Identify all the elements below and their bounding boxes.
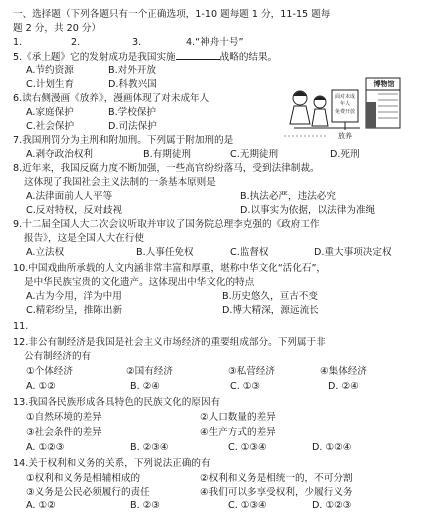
option: D.死刑	[330, 149, 360, 160]
question-13-stem: 13.我国各民族形成各具特色的民族文化的原因有	[13, 397, 221, 408]
option: A. ①②	[26, 381, 56, 392]
answer-1: 1.	[13, 37, 23, 48]
cartoon-sign: 博物馆	[373, 80, 395, 88]
answer-3: 3.	[132, 37, 142, 48]
item: ①个体经济	[26, 366, 73, 377]
option: D.司法保护	[108, 121, 157, 132]
item: ④生产方式的差异	[200, 427, 276, 438]
item: ④我们可以多享受权利，少履行义务	[200, 487, 353, 498]
option: B.人事任免权	[136, 247, 194, 258]
question-8-stem-line1: 8.近年来，我国反腐力度不断加强，一些高官纷纷落马，受到法律制裁。	[13, 163, 320, 174]
option: D. ①②③	[312, 500, 352, 511]
option: C.无期徒刑	[230, 149, 279, 160]
option: D. ②④	[328, 381, 359, 392]
option: C.监督权	[230, 247, 269, 258]
item: ③义务是公民必须履行的责任	[26, 487, 150, 498]
option: A.节约资源	[26, 65, 74, 76]
option: B. ②④	[130, 381, 160, 392]
option: D. ①②④	[312, 442, 352, 453]
cartoon-board-text1: 面对未成年人	[334, 94, 355, 107]
option: B.执法必严，违法必究	[240, 191, 336, 202]
item: ①权利和义务是相辅相成的	[26, 473, 141, 484]
item: ②权利和义务是相统一的，不可分割	[200, 473, 353, 484]
option: A.法律面前人人平等	[26, 191, 113, 202]
option: C. ①③④	[228, 500, 267, 511]
question-5-stem: 5.《承上题》它的发射成功是我国实施 战略的结果。	[13, 52, 278, 63]
question-6-stem: 6.读右侧漫画《放养》，漫画体现了对未成年人	[13, 93, 210, 104]
option: D.以事实为依据，以法律为准绳	[240, 205, 376, 216]
section-heading-line1: 一、选择题（下列各题只有一个正确选项，1-10 题每题 1 分，11-15 题每	[13, 9, 331, 20]
cartoon-caption: 放养	[338, 132, 352, 140]
option: C.反对特权，反对歧视	[26, 205, 123, 216]
option: B.对外开放	[108, 65, 157, 76]
question-14-stem: 14.关于权利和义务的关系，下列说法正确的有	[13, 458, 211, 469]
option: B.有期徒刑	[143, 149, 192, 160]
option: C.计划生育	[26, 79, 75, 90]
question-12-stem-line2: 公有制经济的有	[24, 351, 92, 362]
item: ②国有经济	[126, 366, 173, 377]
option: A. ①②	[26, 500, 56, 511]
option: B. ②③	[130, 500, 160, 511]
option: A.家庭保护	[26, 107, 74, 118]
item: ③社会条件的差异	[26, 427, 102, 438]
question-9-stem-line2: 报告》，这是全国人大在行使	[24, 233, 144, 244]
option: D.博大精深，源远流长	[222, 305, 319, 316]
answer-2: 2.	[71, 37, 81, 48]
question-10-stem-line2: 是中华民族宝贵的文化遗产。这体现出中华文化的特点	[24, 277, 255, 288]
option: A.古为今用，洋为中用	[26, 291, 122, 302]
answer-4: 4.“神舟十号”	[186, 37, 244, 48]
option: C.精彩纷呈，推陈出新	[26, 305, 123, 316]
section-heading-line2: 题 2 分，共 20 分）	[13, 23, 102, 34]
option: C. ①③	[230, 381, 260, 392]
option: A.立法权	[26, 247, 65, 258]
option: A.剥夺政治权利	[26, 149, 94, 160]
cartoon-illustration	[282, 72, 404, 142]
answer-blank	[176, 50, 220, 60]
item: ②人口数量的差异	[200, 412, 276, 423]
option: B.学校保护	[108, 107, 157, 118]
question-8-stem-line2: 这体现了我国社会主义法制的一条基本原则是	[24, 177, 216, 188]
cartoon-board-text2: 免费开放	[334, 109, 355, 115]
option: D.科教兴国	[108, 79, 157, 90]
question-7-stem: 7.我国刑罚分为主刑和附加刑。下列属于附加刑的是	[13, 135, 234, 146]
question-10-stem-line1: 10.中国戏曲所承载的人文内涵非常丰富和厚重，堪称中华文化“活化石”，	[13, 263, 327, 274]
question-9-stem-line1: 9.十二届全国人大二次会议听取并审议了国务院总理李克强的《政府工作	[13, 219, 320, 230]
item: ①自然环境的差异	[26, 412, 102, 423]
option: C. ①③④	[228, 442, 267, 453]
item: ④集体经济	[320, 366, 367, 377]
option: A. ①②③	[26, 442, 65, 453]
option: C.社会保护	[26, 121, 75, 132]
option: D.重大事项决定权	[314, 247, 392, 258]
question-12-stem-line1: 12.非公有制经济是我国是社会主义市场经济的重要组成部分。下列属于非	[13, 337, 326, 348]
option: B. ②③④	[130, 442, 169, 453]
item: ③私营经济	[228, 366, 275, 377]
question-11-stem: 11.	[13, 321, 29, 332]
option: B.历史悠久，亘古不变	[222, 291, 318, 302]
